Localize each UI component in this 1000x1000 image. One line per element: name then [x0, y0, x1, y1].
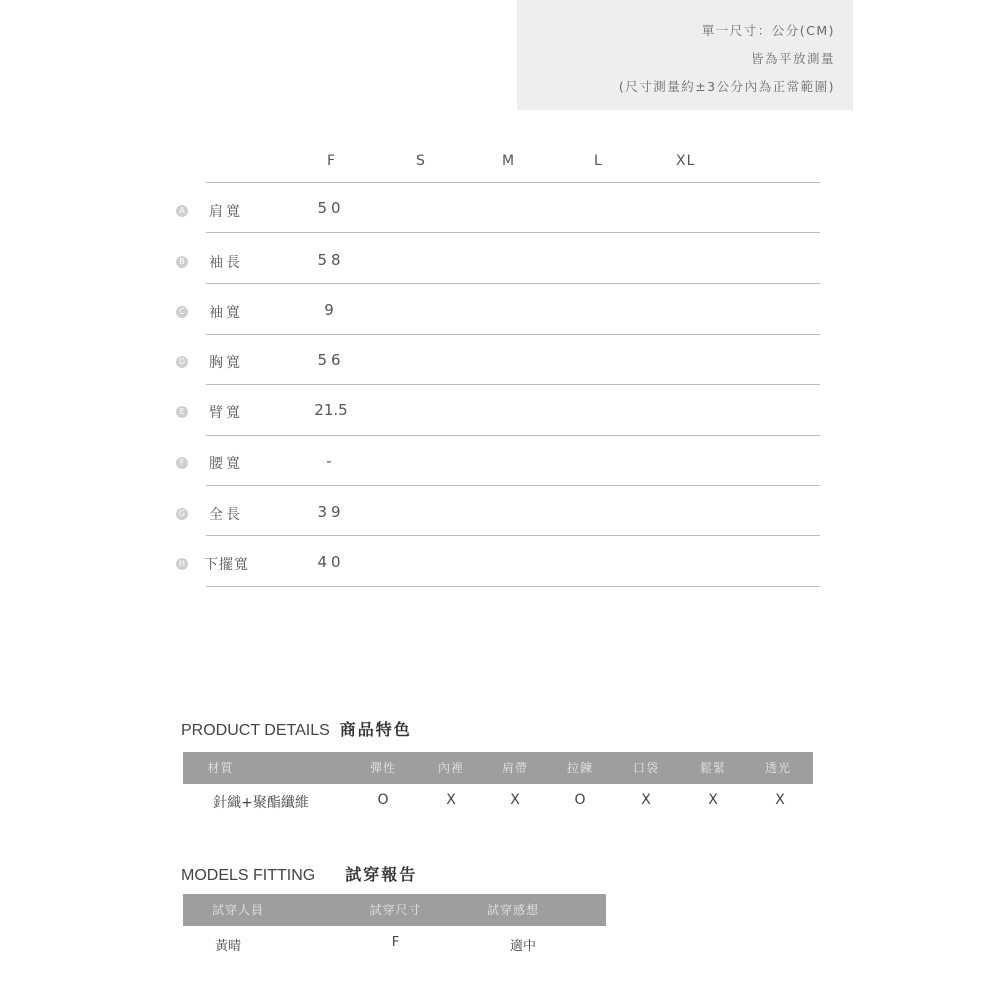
- header-straps: 肩帶: [501, 761, 528, 775]
- row-divider: [206, 435, 820, 436]
- row-divider: [206, 232, 820, 233]
- row-badge: F: [176, 457, 188, 469]
- models-fitting-title: [181, 862, 417, 885]
- row-badge: A: [176, 205, 188, 217]
- row-value: 56: [317, 351, 345, 369]
- row-label: 全長: [209, 507, 243, 523]
- row-badge: H: [176, 558, 188, 570]
- row-divider: [206, 485, 820, 486]
- size-header-m: M: [502, 153, 516, 169]
- row-badge: B: [176, 256, 188, 268]
- row-value: 58: [317, 251, 345, 269]
- row-badge: G: [176, 508, 188, 520]
- header-elasticity: 彈性: [369, 761, 396, 775]
- row-badge: E: [176, 406, 188, 418]
- row-label: 袖長: [209, 255, 243, 271]
- row-badge: D: [176, 356, 188, 368]
- header-lining: 內裡: [437, 761, 464, 775]
- header-feeling: 試穿感想: [486, 903, 539, 917]
- size-table-top-rule: [206, 182, 820, 183]
- value-straps: X: [510, 792, 520, 808]
- header-stretch: 鬆緊: [699, 761, 726, 775]
- row-divider: [206, 384, 820, 385]
- header-material: 材質: [207, 761, 234, 775]
- row-label: 胸寬: [209, 355, 243, 371]
- row-divider: [206, 535, 820, 536]
- row-badge: C: [176, 306, 188, 318]
- row-label: 肩寬: [209, 204, 243, 220]
- size-header-xl: XL: [676, 153, 696, 169]
- row-label: 下擺寬: [204, 557, 249, 573]
- value-model: 黃晴: [214, 939, 241, 954]
- row-value: -: [326, 452, 336, 470]
- value-pocket: X: [641, 792, 651, 808]
- header-zipper: 拉鍊: [566, 761, 593, 775]
- flat-measure-note: 皆為平放測量: [750, 51, 835, 66]
- unit-note: 單一尺寸：公分(CM): [701, 23, 835, 38]
- size-header-f: F: [327, 153, 337, 169]
- value-zipper: O: [574, 792, 586, 808]
- row-label: 腰寬: [209, 456, 243, 472]
- header-model: 試穿人員: [211, 903, 264, 917]
- row-value: 39: [317, 503, 345, 521]
- size-header-s: S: [416, 153, 426, 169]
- row-value: 40: [317, 553, 345, 571]
- header-size: 試穿尺寸: [369, 903, 422, 917]
- header-sheer: 透光: [764, 761, 791, 775]
- measurement-note: [517, 0, 853, 110]
- header-pocket: 口袋: [632, 761, 659, 775]
- product-details-title-cn: 商品特色: [339, 720, 412, 739]
- value-material: 針織+聚酯纖維: [213, 795, 309, 811]
- product-details-title: [181, 717, 412, 740]
- models-fitting-title-en: MODELS FITTING: [181, 867, 316, 884]
- row-label: 臂寬: [209, 405, 243, 421]
- models-fitting-title-cn: 試穿報告: [345, 865, 418, 884]
- row-value: 9: [324, 301, 338, 319]
- row-value: 50: [317, 199, 345, 217]
- size-header-l: L: [594, 153, 603, 169]
- value-size: F: [391, 935, 400, 950]
- tolerance-note: (尺寸測量約±3公分內為正常範圍): [618, 79, 835, 94]
- value-lining: X: [446, 792, 456, 808]
- row-label: 袖寬: [209, 305, 243, 321]
- row-divider: [206, 334, 820, 335]
- row-divider: [206, 283, 820, 284]
- value-sheer: X: [775, 792, 785, 808]
- product-details-title-en: PRODUCT DETAILS: [181, 722, 330, 739]
- row-value: 21.5: [314, 401, 348, 419]
- value-elasticity: O: [377, 792, 389, 808]
- value-feeling: 適中: [509, 939, 536, 954]
- product-details-header: [183, 752, 813, 784]
- row-divider: [206, 586, 820, 587]
- value-stretch: X: [708, 792, 718, 808]
- models-fitting-header: [183, 894, 606, 926]
